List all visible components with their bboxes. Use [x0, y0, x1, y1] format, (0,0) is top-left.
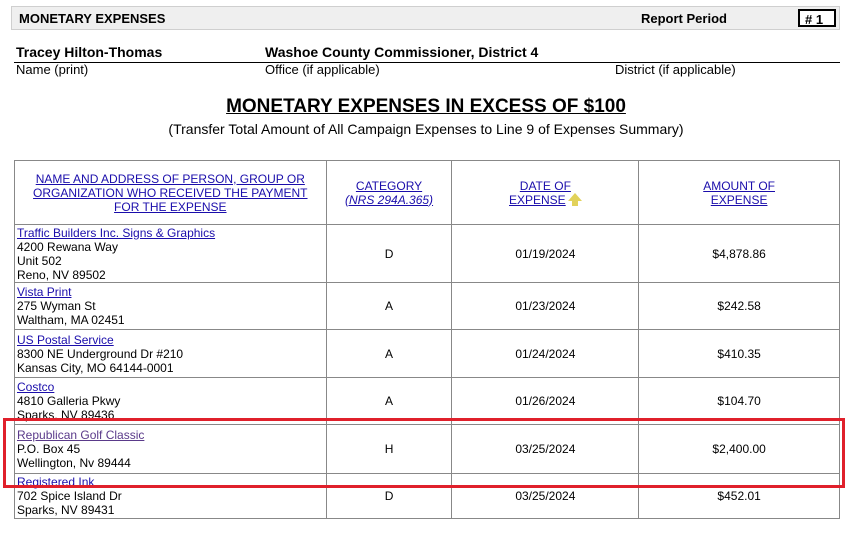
column-header-payee[interactable] — [15, 161, 327, 225]
category-cell: D — [326, 474, 452, 519]
amount-cell: $4,878.86 — [639, 225, 840, 283]
payee-link[interactable]: Costco — [17, 380, 55, 394]
column-header-date[interactable] — [452, 161, 639, 225]
name-label: Name (print) — [16, 62, 89, 77]
payee-link[interactable]: Republican Golf Classic — [17, 428, 145, 442]
candidate-office: Washoe County Commissioner, District 4 — [265, 44, 539, 60]
payee-cell: Republican Golf Classic P.O. Box 45 Wellington, Nv 89444 — [15, 425, 327, 474]
amount-cell: $410.35 — [639, 330, 840, 378]
amount-cell: $242.58 — [639, 283, 840, 330]
payee-header-link[interactable]: NAME AND ADDRESS OF PERSON, GROUP OR ORGANIZATION WHO RECEIVED THE PAYMENT FOR THE EXPENSE — [33, 171, 308, 214]
date-cell: 01/26/2024 — [452, 378, 639, 425]
section-title: MONETARY EXPENSES IN EXCESS OF $100 — [226, 96, 626, 117]
payee-cell: US Postal Service 8300 NE Underground Dr #210 Kansas City, MO 64144-0001 — [15, 330, 327, 378]
form-title: MONETARY EXPENSES — [19, 11, 166, 26]
payee-link[interactable]: Traffic Builders Inc. Signs & Graphics — [17, 225, 216, 240]
category-header-link[interactable]: CATEGORY — [355, 178, 423, 193]
nrs-reference-link[interactable]: (NRS 294A.365) — [345, 192, 434, 207]
candidate-name: Tracey Hilton-Thomas — [16, 44, 163, 60]
category-cell: D — [326, 225, 452, 283]
category-cell: A — [326, 378, 452, 425]
district-label: District (if applicable) — [615, 62, 736, 77]
payee-link[interactable]: US Postal Service — [17, 332, 114, 347]
category-cell: H — [326, 425, 452, 474]
amount-cell: $2,400.00 — [639, 425, 840, 474]
sort-up-arrow-icon[interactable] — [568, 193, 582, 201]
amount-cell: $452.01 — [639, 474, 840, 519]
payee-link[interactable]: Registered Ink — [17, 475, 95, 489]
table-row — [15, 283, 840, 330]
date-cell: 01/23/2024 — [452, 283, 639, 330]
row-highlight-box — [3, 418, 845, 488]
table-row — [15, 330, 840, 378]
amount-header-link[interactable]: AMOUNT OF EXPENSE — [703, 178, 775, 207]
date-cell: 03/25/2024 — [452, 474, 639, 519]
date-cell: 01/24/2024 — [452, 330, 639, 378]
section-subtitle: (Transfer Total Amount of All Campaign Expenses to Line 9 of Expenses Summary) — [168, 121, 684, 137]
category-cell: A — [326, 283, 452, 330]
column-header-amount[interactable] — [639, 161, 840, 225]
office-label: Office (if applicable) — [265, 62, 380, 77]
payee-cell: Costco 4810 Galleria Pkwy Sparks, NV 89436 — [15, 378, 327, 425]
column-header-category[interactable] — [326, 161, 452, 225]
payee-cell: Registered Ink 702 Spice Island Dr Sparks, NV 89431 — [15, 474, 327, 519]
table-row — [15, 225, 840, 283]
amount-cell: $104.70 — [639, 378, 840, 425]
payee-link[interactable]: Vista Print — [17, 285, 72, 299]
date-cell: 01/19/2024 — [452, 225, 639, 283]
form-header-bar — [11, 6, 840, 30]
date-header-link[interactable]: DATE OF EXPENSE — [509, 178, 571, 207]
table-header-row — [15, 161, 840, 225]
category-cell: A — [326, 330, 452, 378]
report-period-number: # 1 — [798, 9, 836, 27]
payee-cell: Traffic Builders Inc. Signs & Graphics 4200 Rewana Way Unit 502 Reno, NV 89502 — [15, 225, 327, 283]
report-period-label: Report Period — [641, 11, 727, 26]
payee-cell: Vista Print 275 Wyman St Waltham, MA 02451 — [15, 283, 327, 330]
date-cell: 03/25/2024 — [452, 425, 639, 474]
